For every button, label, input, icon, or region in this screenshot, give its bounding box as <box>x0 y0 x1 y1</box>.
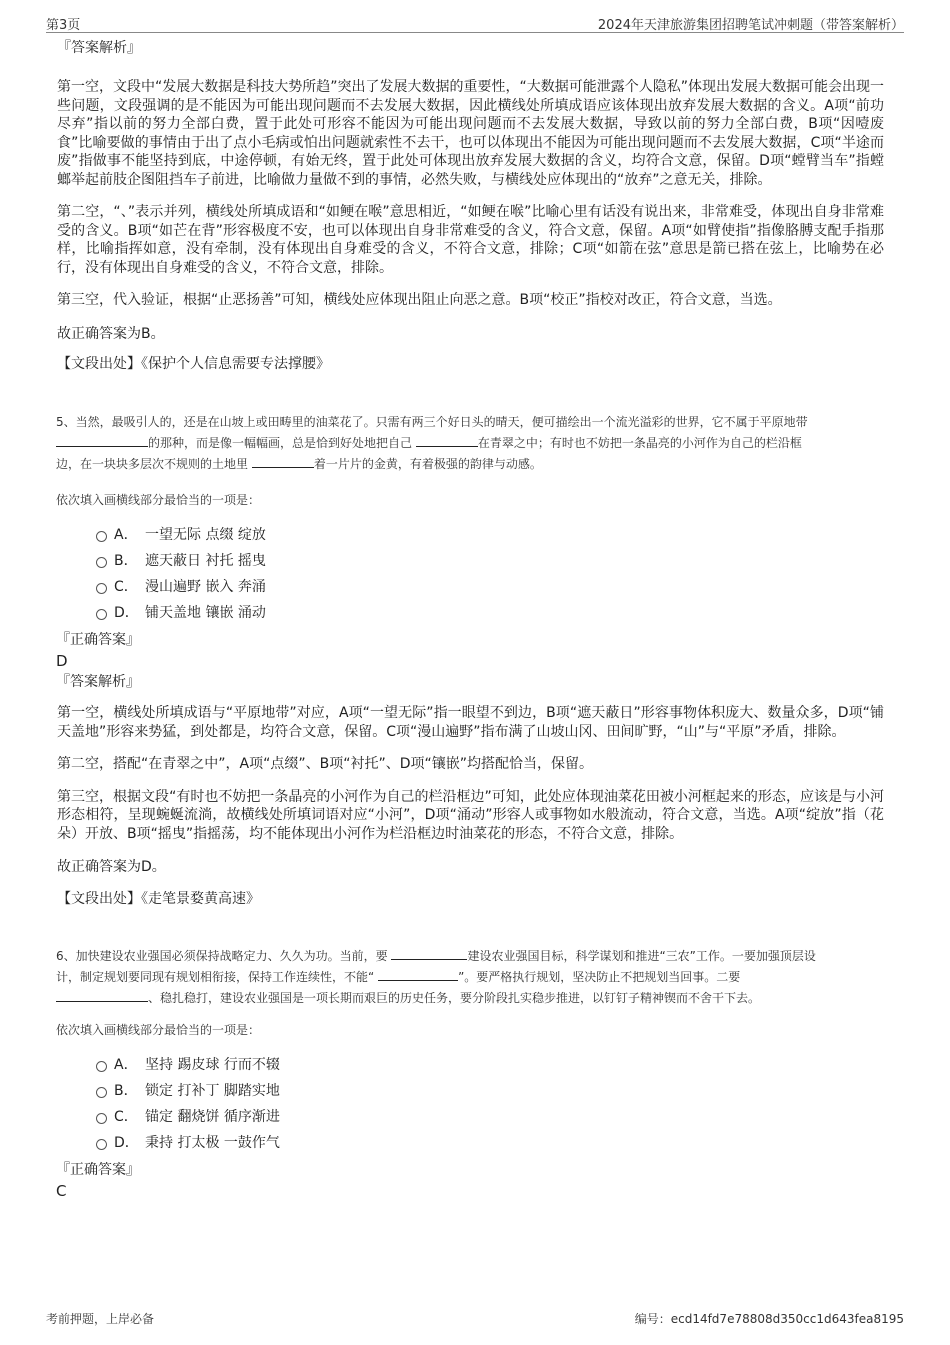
q4-analysis-p2: 第二空，“、”表示并列，横线处所填成语和“如鲠在喉”意思相近，“如鲠在喉”比喻心里有话没有说出来，非常难受，体现出自身非常难受的含义。B项“如芒在背”形容极度不安，也可以体现出自身非常难受的含义，符合文意，保留。A项“如臂使指”指像胳膊支配手指那样，比喻指挥如意，没有牵制，没有体现出自身难受的含义，不符合文意，排除；C项“如箭在弦”意思是箭已搭在弦上，比喻势在必行，没有体现出自身难受的含义，不符合文意，排除。 <box>57 204 884 276</box>
radio-icon[interactable] <box>96 583 107 594</box>
document-title: 2024年天津旅游集团招聘笔试冲刺题（带答案解析） <box>597 18 904 33</box>
q5-analysis-label: 『答案解析』 <box>56 674 140 690</box>
q6-ask: 依次填入画横线部分最恰当的一项是： <box>56 1023 261 1037</box>
radio-icon[interactable] <box>96 557 107 568</box>
q5-answer-label: 『正确答案』 <box>56 632 140 648</box>
q5-blank-1 <box>56 434 148 447</box>
q4-source: 【文段出处】《保护个人信息需要专法撑腰》 <box>57 355 330 372</box>
q5-analysis-p3: 第三空，根据文段“有时也不妨把一条晶亮的小河作为自己的栏沿框边”可知，此处应体现油菜花田被小河框起来的形态，应该是与小河形态相符，呈现蜿蜒流淌，故横线处所填词语对应“小河”，D项“涌动”形容人或事物如水般流动，符合文意，当选。A项“绽放”指（花朵）开放、B项“摇曳”指摇荡，均不能体现出小河作为栏沿框边时油菜花的形态，不符合文意，排除。 <box>57 788 884 842</box>
q6-blank-1 <box>391 947 467 960</box>
q6-blank-3 <box>56 989 148 1002</box>
q6-answer-value: C <box>56 1182 67 1200</box>
q6-answer-label: 『正确答案』 <box>56 1162 140 1178</box>
footer-serial: 编号：ecd14fd7e78808d350cc1d643fea8195 <box>634 1312 904 1326</box>
q6-answer <box>56 1160 140 1202</box>
q5-analysis-p2: 第二空，搭配“在青翠之中”，A项“点缀”、B项“衬托”、D项“镶嵌”均搭配恰当，保留。 <box>57 756 593 772</box>
q6-stem: 6、加快建设农业强国必须保持战略定力、久久为功。当前，要 建设农业强国目标，科学谋划和推进“三农”工作。一要加强顶层设 计，制定规划要同现有规划相衔接，保持工作连续性，不能“ ”。要严格执行规划，坚决防止不把规划当回事。二要 、稳扎稳打，建设农业强国是一项长期而艰巨的历史任务，要分阶段扎实稳步推进，以钉钉子精神锲而不舍干下去。 <box>56 949 816 1005</box>
radio-icon[interactable] <box>96 1139 107 1150</box>
q5-analysis <box>57 704 884 909</box>
page-header <box>46 10 904 33</box>
page-number: 第3页 <box>46 18 81 33</box>
radio-icon[interactable] <box>96 531 107 542</box>
q5-answer-value: D <box>56 652 68 670</box>
q4-analysis <box>57 38 884 374</box>
q5-answer <box>56 630 140 693</box>
radio-icon[interactable] <box>96 609 107 620</box>
q5-stem: 5、当然，最吸引人的，还是在山坡上或田畴里的油菜花了。只需有两三个好日头的晴天，便可描绘出一个流光溢彩的世界，它不属于平原地带 的那种，而是像一幅幅画，总是恰到好处地把自己 在青翠之中；有时也不妨把一条晶亮的小河作为自己的栏沿框 边，在一块块多层次不规则的土地里 着一片片的金黄，有着极强的韵律与动感。 <box>56 415 808 471</box>
q5-blank-3 <box>252 455 314 468</box>
q4-conclusion: 故正确答案为B。 <box>57 325 165 342</box>
q4-analysis-label: 『答案解析』 <box>57 40 141 56</box>
radio-icon[interactable] <box>96 1061 107 1072</box>
q6-blank-2 <box>378 968 458 981</box>
q5-conclusion: 故正确答案为D。 <box>57 859 166 875</box>
footer-slogan: 考前押题，上岸必备 <box>46 1312 155 1326</box>
q4-analysis-p3: 第三空，代入验证，根据“止恶扬善”可知，横线处应体现出阻止向恶之意。B项“校正”指校对改正，符合文意，当选。 <box>57 292 782 308</box>
q4-analysis-p1: 第一空，文段中“发展大数据是科技大势所趋”突出了发展大数据的重要性，“大数据可能泄露个人隐私”体现出发展大数据可能会出现一些问题，文段强调的是不能因为可能出现问题而不去发展大数据，因此横线处所填成语应该体现出放弃发展大数据的含义。A项“前功尽弃”指以前的努力全部白费，置于此处可形容不能因为可能出现问题而不去发展大数据，导致以前的努力全部白费，B项“因噎废食”比喻要做的事情由于出了点小毛病或怕出问题就索性不去干，也可以体现出不能因为可能出现问题而不去发展大数据，C项“半途而废”指做事不能坚持到底，中途停顿，有始无终，置于此处可体现出放弃发展大数据的含义，均符合文意，保留。D项“螳臂当车”指螳螂举起前肢企图阻挡车子前进，比喻做力量做不到的事情，必然失败，与横线处应体现出的“放弃”之意无关，排除。 <box>57 79 885 188</box>
q5-analysis-p1: 第一空，横线处所填成语与“平原地带”对应，A项“一望无际”指一眼望不到边，B项“遮天蔽日”形容事物体积庞大、数量众多，D项“铺天盖地”形容来势猛，到处都是，均符合文意，保留。C项“漫山遍野”指布满了山坡山冈、田间旷野，“山”与“平原”矛盾，排除。 <box>57 705 884 740</box>
radio-icon[interactable] <box>96 1113 107 1124</box>
q5-source: 【文段出处】《走笔景婺黄高速》 <box>57 891 260 907</box>
radio-icon[interactable] <box>96 1087 107 1098</box>
q5-blank-2 <box>416 434 478 447</box>
q5-ask: 依次填入画横线部分最恰当的一项是： <box>56 493 261 507</box>
